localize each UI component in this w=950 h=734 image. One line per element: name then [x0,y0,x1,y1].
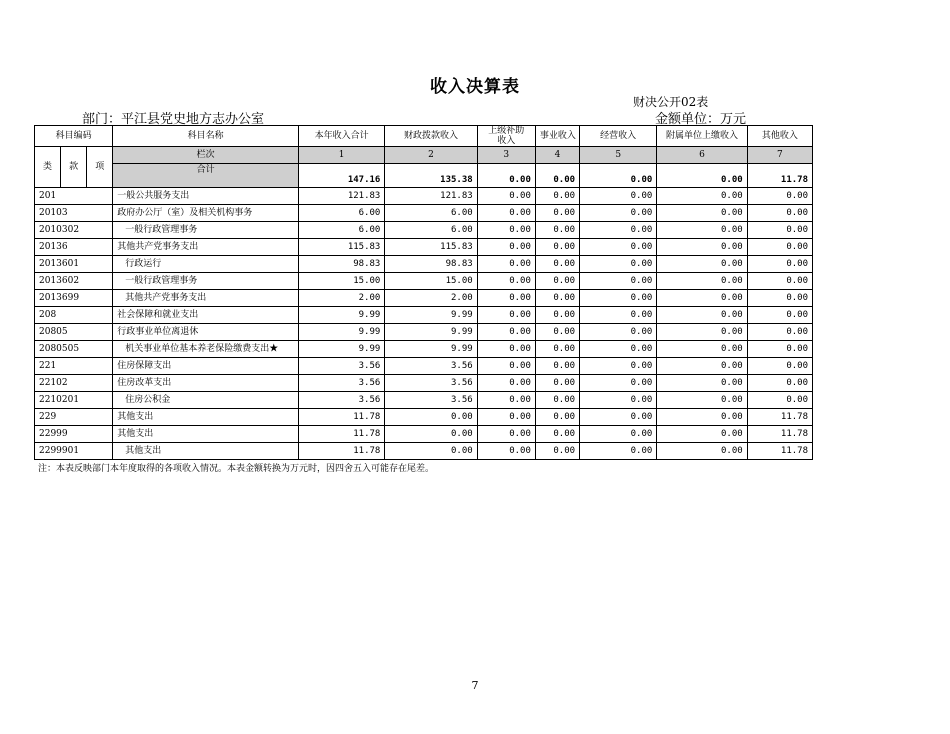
row-name: 社会保障和就业支出 [113,307,299,324]
col-num-7: 7 [747,147,812,164]
row-value-col-4: 0.00 [535,256,579,273]
row-name: 行政运行 [113,256,299,273]
row-value-col-2: 3.56 [385,375,477,392]
table-row [35,375,813,392]
row-value-col-2: 9.99 [385,307,477,324]
row-value-col-4: 0.00 [535,324,579,341]
row-code: 2010302 [35,222,113,239]
col-num-5: 5 [580,147,657,164]
row-value-col-3: 0.00 [477,341,535,358]
row-value-col-4: 0.00 [535,426,579,443]
row-value-col-1: 11.78 [299,443,385,460]
row-code: 2013602 [35,273,113,290]
row-value-col-5: 0.00 [580,307,657,324]
header-lei: 类 [35,147,61,188]
row-value-col-7: 0.00 [747,205,812,222]
column-number-row [35,147,813,164]
total-col-6: 0.00 [657,164,747,188]
row-value-col-4: 0.00 [535,222,579,239]
row-value-col-2: 0.00 [385,426,477,443]
row-value-col-3: 0.00 [477,443,535,460]
header-col-3: 上级补助 收入 [477,126,535,147]
row-value-col-3: 0.00 [477,205,535,222]
row-value-col-6: 0.00 [657,222,747,239]
row-code: 2013699 [35,290,113,307]
row-value-col-3: 0.00 [477,409,535,426]
table-row [35,273,813,290]
total-label: 合计 [113,164,299,188]
row-name: 其他支出 [113,409,299,426]
row-value-col-6: 0.00 [657,290,747,307]
header-col-1: 本年收入合计 [299,126,385,147]
row-value-col-7: 0.00 [747,188,812,205]
row-name: 其他共产党事务支出 [113,290,299,307]
row-value-col-3: 0.00 [477,188,535,205]
row-value-col-1: 2.00 [299,290,385,307]
col-num-4: 4 [535,147,579,164]
table-row [35,443,813,460]
header-col-4: 事业收入 [535,126,579,147]
row-code: 2013601 [35,256,113,273]
row-value-col-7: 0.00 [747,222,812,239]
row-name: 一般行政管理事务 [113,273,299,290]
row-value-col-4: 0.00 [535,341,579,358]
row-value-col-2: 9.99 [385,341,477,358]
total-col-2: 135.38 [385,164,477,188]
row-value-col-7: 11.78 [747,443,812,460]
row-value-col-7: 11.78 [747,426,812,443]
header-row [35,126,813,147]
total-col-7: 11.78 [747,164,812,188]
row-value-col-3: 0.00 [477,256,535,273]
row-value-col-2: 121.83 [385,188,477,205]
table-row [35,392,813,409]
row-value-col-2: 15.00 [385,273,477,290]
row-value-col-4: 0.00 [535,273,579,290]
row-value-col-1: 3.56 [299,358,385,375]
row-name: 一般公共服务支出 [113,188,299,205]
row-value-col-4: 0.00 [535,290,579,307]
row-value-col-4: 0.00 [535,443,579,460]
report-title: 收入决算表 [430,77,520,97]
row-code: 229 [35,409,113,426]
row-value-col-6: 0.00 [657,205,747,222]
row-value-col-2: 6.00 [385,222,477,239]
row-value-col-3: 0.00 [477,273,535,290]
col-num-1: 1 [299,147,385,164]
col-num-2: 2 [385,147,477,164]
header-xiang: 项 [87,147,113,188]
row-name: 其他支出 [113,426,299,443]
row-value-col-6: 0.00 [657,426,747,443]
header-col-5: 经营收入 [580,126,657,147]
row-value-col-6: 0.00 [657,324,747,341]
row-value-col-2: 9.99 [385,324,477,341]
header-lanci: 栏次 [113,147,299,164]
row-value-col-1: 9.99 [299,341,385,358]
table-row [35,341,813,358]
row-value-col-5: 0.00 [580,205,657,222]
total-col-3: 0.00 [477,164,535,188]
table-row [35,222,813,239]
row-value-col-1: 11.78 [299,409,385,426]
row-code: 201 [35,188,113,205]
row-value-col-7: 0.00 [747,324,812,341]
row-value-col-6: 0.00 [657,358,747,375]
table-row [35,205,813,222]
row-name: 政府办公厅（室）及相关机构事务 [113,205,299,222]
table-row [35,409,813,426]
department-label: 部门：平江县党史地方志办公室 [82,112,265,127]
unit-label: 金额单位：万元 [655,112,747,127]
row-name: 行政事业单位离退休 [113,324,299,341]
row-value-col-7: 0.00 [747,392,812,409]
row-value-col-4: 0.00 [535,409,579,426]
table-row [35,290,813,307]
row-value-col-3: 0.00 [477,239,535,256]
row-value-col-5: 0.00 [580,392,657,409]
row-value-col-2: 0.00 [385,443,477,460]
row-value-col-3: 0.00 [477,375,535,392]
row-value-col-7: 0.00 [747,341,812,358]
row-value-col-1: 115.83 [299,239,385,256]
row-value-col-2: 3.56 [385,392,477,409]
row-code: 20805 [35,324,113,341]
row-value-col-3: 0.00 [477,358,535,375]
row-value-col-4: 0.00 [535,358,579,375]
row-value-col-7: 0.00 [747,358,812,375]
total-row [35,164,813,188]
row-value-col-3: 0.00 [477,392,535,409]
total-col-1: 147.16 [299,164,385,188]
row-value-col-3: 0.00 [477,426,535,443]
row-value-col-6: 0.00 [657,375,747,392]
col-num-6: 6 [657,147,747,164]
total-col-5: 0.00 [580,164,657,188]
row-value-col-6: 0.00 [657,256,747,273]
footnote: 注：本表反映部门本年度取得的各项收入情况。本表金额转换为万元时，因四舍五入可能存在尾差。 [38,464,435,474]
row-value-col-2: 2.00 [385,290,477,307]
row-code: 208 [35,307,113,324]
row-value-col-1: 9.99 [299,324,385,341]
row-value-col-5: 0.00 [580,239,657,256]
row-code: 221 [35,358,113,375]
table-row [35,324,813,341]
table-row [35,307,813,324]
row-value-col-4: 0.00 [535,188,579,205]
row-value-col-6: 0.00 [657,307,747,324]
table-row [35,358,813,375]
row-value-col-4: 0.00 [535,307,579,324]
row-value-col-1: 6.00 [299,222,385,239]
row-value-col-1: 3.56 [299,392,385,409]
row-value-col-7: 0.00 [747,290,812,307]
total-col-4: 0.00 [535,164,579,188]
row-value-col-6: 0.00 [657,273,747,290]
row-value-col-2: 0.00 [385,409,477,426]
table-row [35,256,813,273]
row-value-col-5: 0.00 [580,443,657,460]
row-value-col-6: 0.00 [657,409,747,426]
row-value-col-5: 0.00 [580,256,657,273]
table-row [35,426,813,443]
row-value-col-5: 0.00 [580,324,657,341]
row-value-col-7: 0.00 [747,307,812,324]
row-value-col-2: 3.56 [385,358,477,375]
income-table [34,125,813,460]
row-code: 22999 [35,426,113,443]
row-value-col-7: 0.00 [747,375,812,392]
row-value-col-6: 0.00 [657,341,747,358]
row-value-col-6: 0.00 [657,188,747,205]
row-value-col-5: 0.00 [580,375,657,392]
row-value-col-5: 0.00 [580,426,657,443]
row-value-col-5: 0.00 [580,273,657,290]
row-name: 一般行政管理事务 [113,222,299,239]
row-value-col-5: 0.00 [580,409,657,426]
row-value-col-1: 6.00 [299,205,385,222]
row-value-col-1: 11.78 [299,426,385,443]
header-kuan: 款 [61,147,87,188]
header-col-6: 附属单位上缴收入 [657,126,747,147]
row-value-col-7: 0.00 [747,256,812,273]
row-value-col-1: 98.83 [299,256,385,273]
row-name: 住房保障支出 [113,358,299,375]
row-value-col-2: 115.83 [385,239,477,256]
row-value-col-5: 0.00 [580,290,657,307]
row-value-col-3: 0.00 [477,222,535,239]
row-code: 20103 [35,205,113,222]
page-number: 7 [471,679,479,692]
row-value-col-6: 0.00 [657,239,747,256]
row-code: 20136 [35,239,113,256]
row-name: 其他共产党事务支出 [113,239,299,256]
row-value-col-4: 0.00 [535,392,579,409]
header-code: 科目编码 [35,126,113,147]
row-value-col-1: 121.83 [299,188,385,205]
row-name: 住房公积金 [113,392,299,409]
row-value-col-1: 15.00 [299,273,385,290]
row-value-col-7: 0.00 [747,239,812,256]
row-value-col-3: 0.00 [477,290,535,307]
row-code: 2080505 [35,341,113,358]
row-value-col-5: 0.00 [580,222,657,239]
row-value-col-4: 0.00 [535,375,579,392]
row-name: 住房改革支出 [113,375,299,392]
row-code: 2210201 [35,392,113,409]
row-value-col-4: 0.00 [535,205,579,222]
row-value-col-7: 0.00 [747,273,812,290]
row-value-col-3: 0.00 [477,307,535,324]
row-code: 22102 [35,375,113,392]
row-name: 其他支出 [113,443,299,460]
row-value-col-5: 0.00 [580,358,657,375]
header-name: 科目名称 [113,126,299,147]
row-value-col-1: 9.99 [299,307,385,324]
row-value-col-2: 6.00 [385,205,477,222]
row-value-col-5: 0.00 [580,341,657,358]
row-name: 机关事业单位基本养老保险缴费支出★ [113,341,299,358]
row-code: 2299901 [35,443,113,460]
row-value-col-4: 0.00 [535,239,579,256]
row-value-col-2: 98.83 [385,256,477,273]
table-row [35,188,813,205]
form-number: 财决公开02表 [633,95,709,109]
header-col-7: 其他收入 [747,126,812,147]
row-value-col-6: 0.00 [657,443,747,460]
row-value-col-7: 11.78 [747,409,812,426]
col-num-3: 3 [477,147,535,164]
table-row [35,239,813,256]
row-value-col-1: 3.56 [299,375,385,392]
row-value-col-6: 0.00 [657,392,747,409]
header-col-2: 财政拨款收入 [385,126,477,147]
row-value-col-3: 0.00 [477,324,535,341]
row-value-col-5: 0.00 [580,188,657,205]
